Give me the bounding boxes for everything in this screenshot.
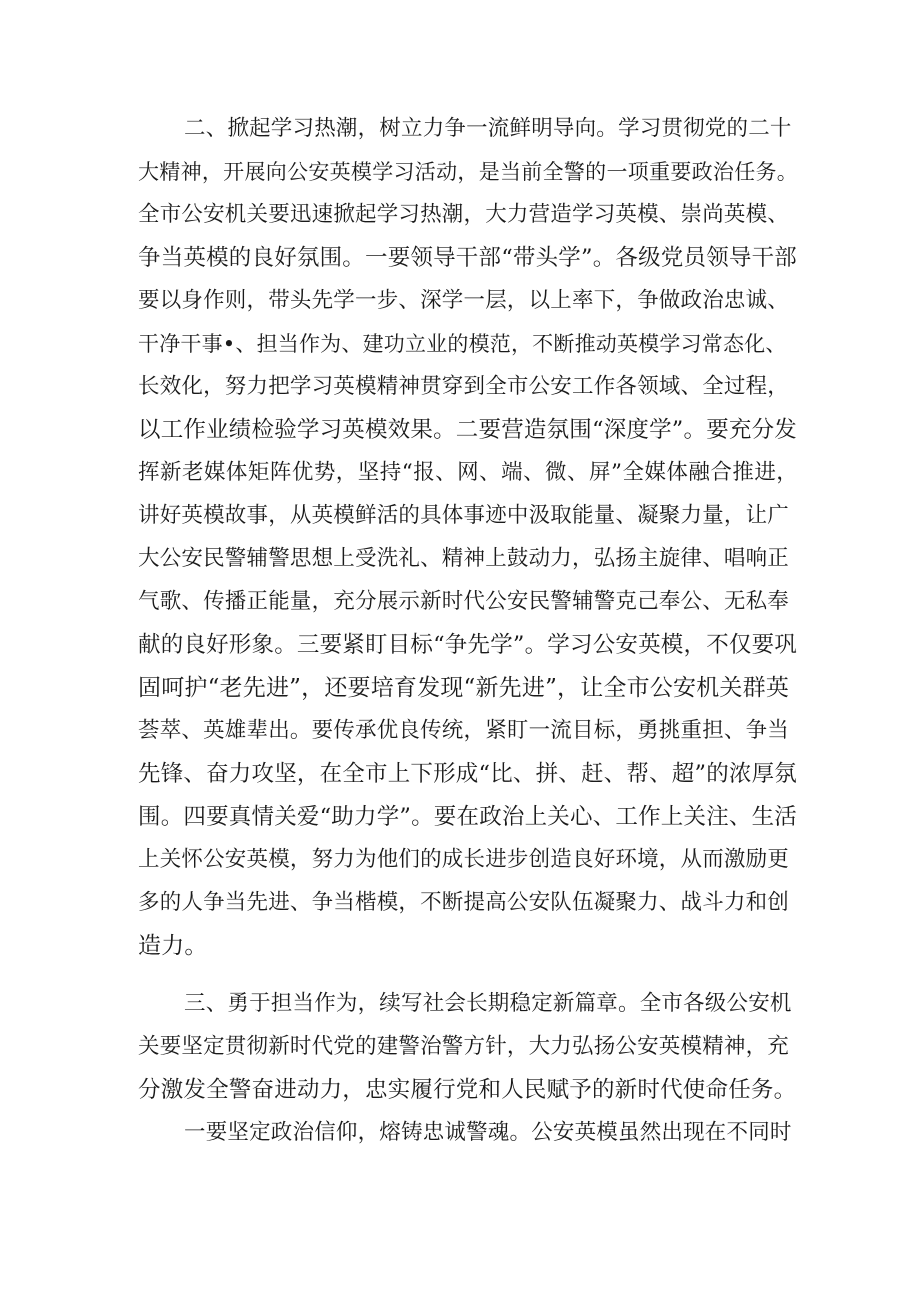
text-line: 长效化，努力把学习英模精神贯穿到全市公安工作各领域、全过程， <box>138 374 790 399</box>
text-line: 大公安民警辅警思想上受洗礼、精神上鼓动力，弘扬主旋律、唱响正 <box>138 546 790 571</box>
text-line: 造力。 <box>138 933 208 959</box>
text-line: 气歌、传播正能量，充分展示新时代公安民警辅警克己奉公、无私奉 <box>138 589 790 614</box>
text-line: 争当英模的良好氛围。一要领导干部“带头学”。各级党员领导干部 <box>138 245 798 271</box>
text-line: 全市公安机关要迅速掀起学习热潮，大力营造学习英模、崇尚英模、 <box>138 202 790 227</box>
text-line: 固呵护“老先进”，还要培育发现“新先进”，让全市公安机关群英 <box>138 675 790 701</box>
text-line: 先锋、奋力攻坚，在全市上下形成“比、拼、赶、帮、超”的浓厚氛 <box>138 761 798 787</box>
text-line: 献的良好形象。三要紧盯目标“争先学”。学习公安英模，不仅要巩 <box>138 632 798 658</box>
text-line: 荟萃、英雄辈出。要传承优良传统，紧盯一流目标，勇挑重担、争当 <box>138 718 790 743</box>
text-line: 上关怀公安英模，努力为他们的成长进步创造良好环境，从而激励更 <box>138 847 790 872</box>
text-line: 关要坚定贯彻新时代党的建警治警方针，大力弘扬公安英模精神，充 <box>138 1034 790 1059</box>
text-line: 分激发全警奋进动力，忠实履行党和人民赋予的新时代使命任务。 <box>138 1077 797 1103</box>
text-line: 挥新老媒体矩阵优势，坚持“报、网、端、微、屏”全媒体融合推进， <box>138 460 798 485</box>
text-line: 三、勇于担当作为，续写社会长期稳定新篇章。全市各级公安机 <box>184 991 792 1016</box>
text-line: 多的人争当先进、争当楷模，不断提高公安队伍凝聚力、战斗力和创 <box>138 890 790 915</box>
text-line: 一要坚定政治信仰，熔铸忠诚警魂。公安英模虽然出现在不同时 <box>184 1120 792 1145</box>
text-line: 二、掀起学习热潮，树立力争一流鲜明导向。学习贯彻党的二十 <box>184 116 792 141</box>
text-line: 要以身作则，带头先学一步、深学一层，以上率下，争做政治忠诚、 <box>138 288 790 313</box>
text-line: 围。四要真情关爱“助力学”。要在政治上关心、工作上关注、生活 <box>138 804 798 830</box>
text-line: 干净干事•、担当作为、建功立业的模范，不断推动英模学习常态化、 <box>138 332 787 356</box>
text-line: 以工作业绩检验学习英模效果。二要营造氛围“深度学”。要充分发 <box>138 417 798 443</box>
text-line: 讲好英模故事，从英模鲜活的具体事迹中汲取能量、凝聚力量，让广 <box>138 503 790 528</box>
text-line: 大精神，开展向公安英模学习活动，是当前全警的一项重要政治任务。 <box>138 160 798 184</box>
